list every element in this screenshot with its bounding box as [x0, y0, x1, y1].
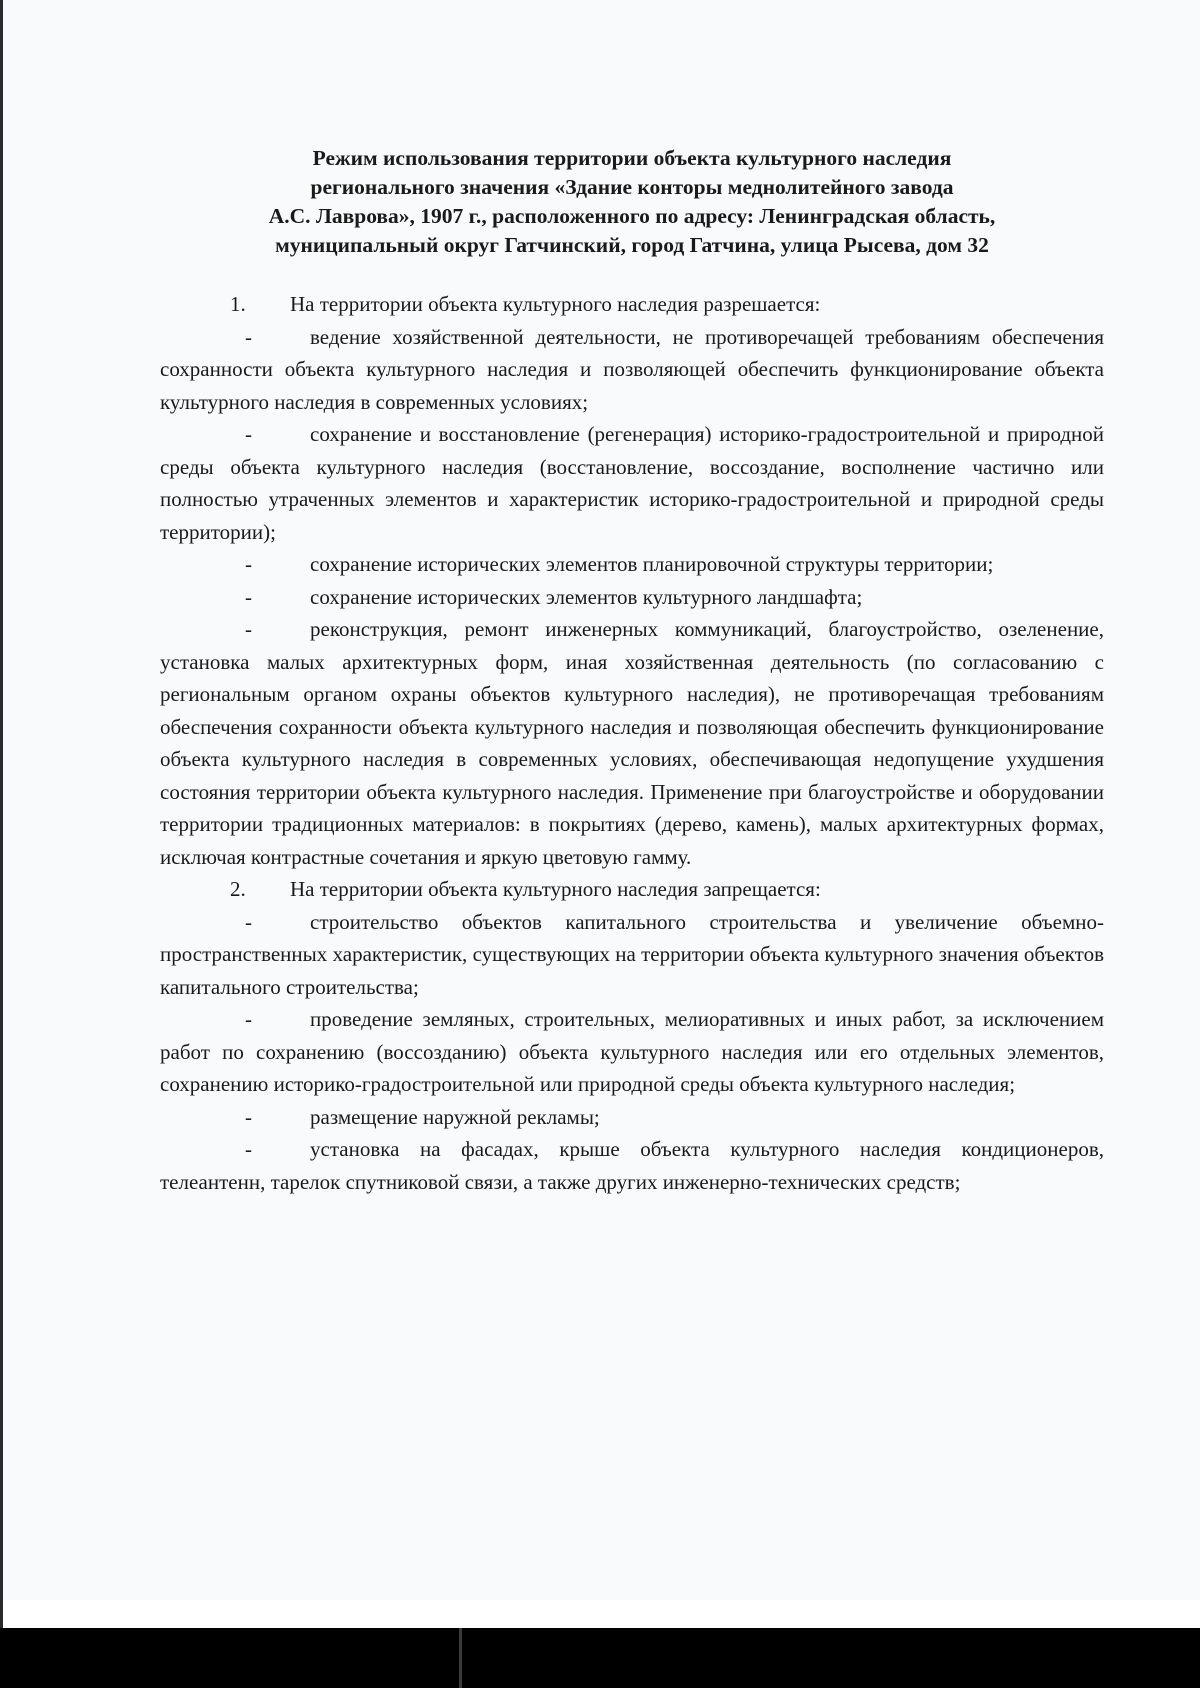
dash-bullet: - — [245, 1007, 252, 1031]
list-item — [160, 418, 1104, 548]
list-item — [160, 906, 1104, 1004]
section-heading-text: На территории объекта культурного наследия запрещается: — [290, 877, 821, 901]
document-content — [160, 144, 1104, 1198]
scan-bottom-border — [0, 1628, 1200, 1688]
dash-bullet: - — [245, 617, 252, 641]
section-heading — [160, 873, 1104, 906]
scan-border-seam — [459, 1628, 462, 1688]
dash-bullet: - — [245, 1104, 252, 1129]
dash-bullet: - — [245, 1137, 252, 1161]
title-line: муниципальный округ Гатчинский, город Гатчина, улица Рысева, дом 32 — [275, 233, 989, 257]
list-item-text: строительство объектов капитального строительства и увеличение объемно-пространственных характеристик, существующих на территории объекта культурного значения объектов капитального строительства; — [160, 909, 1104, 999]
dash-bullet: - — [245, 909, 252, 934]
section-number: 1. — [230, 292, 246, 316]
dash-bullet: - — [245, 324, 252, 349]
scan-left-edge — [0, 0, 3, 1688]
title-line: Режим использования территории объекта культурного наследия — [312, 146, 952, 170]
dash-bullet: - — [245, 584, 252, 609]
title-line: регионального значения «Здание конторы меднолитейного завода — [310, 175, 954, 199]
title-line: А.С. Лаврова», 1907 г., расположенного по адресу: Ленинградская область, — [268, 204, 996, 228]
list-item-text: сохранение исторических элементов культурного ландшафта; — [310, 584, 863, 609]
dash-bullet: - — [245, 422, 252, 446]
list-item — [160, 1101, 1104, 1134]
list-item — [160, 613, 1104, 873]
list-item-text: ведение хозяйственной деятельности, не противоречащей требованиям обеспечения сохранности объекта культурного наследия и позволяющей обеспечить функционирование объекта культурного наследия в современных условиях; — [160, 324, 1104, 414]
list-item — [160, 321, 1104, 419]
list-item — [160, 1003, 1104, 1101]
list-item-text: сохранение исторических элементов планировочной структуры территории; — [310, 552, 994, 576]
dash-bullet: - — [245, 552, 252, 576]
list-item-text: сохранение и восстановление (регенерация) историко-градостроительной и природной среды объекта культурного наследия (восстановление, воссоздание, восполнение частично или полностью утраченных элементов и характеристик историко-градостроительной и природной среды территории); — [160, 422, 1104, 544]
section-number: 2. — [230, 877, 246, 901]
list-item-text: реконструкция, ремонт инженерных коммуникаций, благоустройство, озеленение, установка малых архитектурных форм, иная хозяйственная деятельность (по согласованию с региональным органом охраны объектов культурного наследия), не противоречащая требованиям обеспечения сохранности объекта культурного наследия и позволяющая обеспечить функционирование объекта культурного наследия в современных условиях, обеспечивающая недопущение ухудшения состояния территории объекта культурного наследия. Применение при благоустройстве и оборудовании территории традиционных материалов: в покрытиях (дерево, камень), малых архитектурных формах, исключая контрастные сочетания и яркую цветовую гамму. — [160, 617, 1104, 869]
list-item-text: проведение земляных, строительных, мелиоративных и иных работ, за исключением работ по сохранению (воссозданию) объекта культурного наследия или его отдельных элементов, сохранению историко-градостроительной или природной среды объекта культурного наследия; — [160, 1007, 1104, 1096]
list-item-text: размещение наружной рекламы; — [310, 1104, 600, 1129]
list-item — [160, 548, 1104, 581]
section-heading-text: На территории объекта культурного наследия разрешается: — [290, 292, 821, 316]
section-heading — [160, 288, 1104, 321]
list-item-text: установка на фасадах, крыше объекта культурного наследия кондиционеров, телеантенн, тарелок спутниковой связи, а также других инженерно-технических средств; — [160, 1137, 1104, 1194]
document-title — [160, 144, 1104, 260]
list-item — [160, 1133, 1104, 1198]
list-item — [160, 581, 1104, 614]
